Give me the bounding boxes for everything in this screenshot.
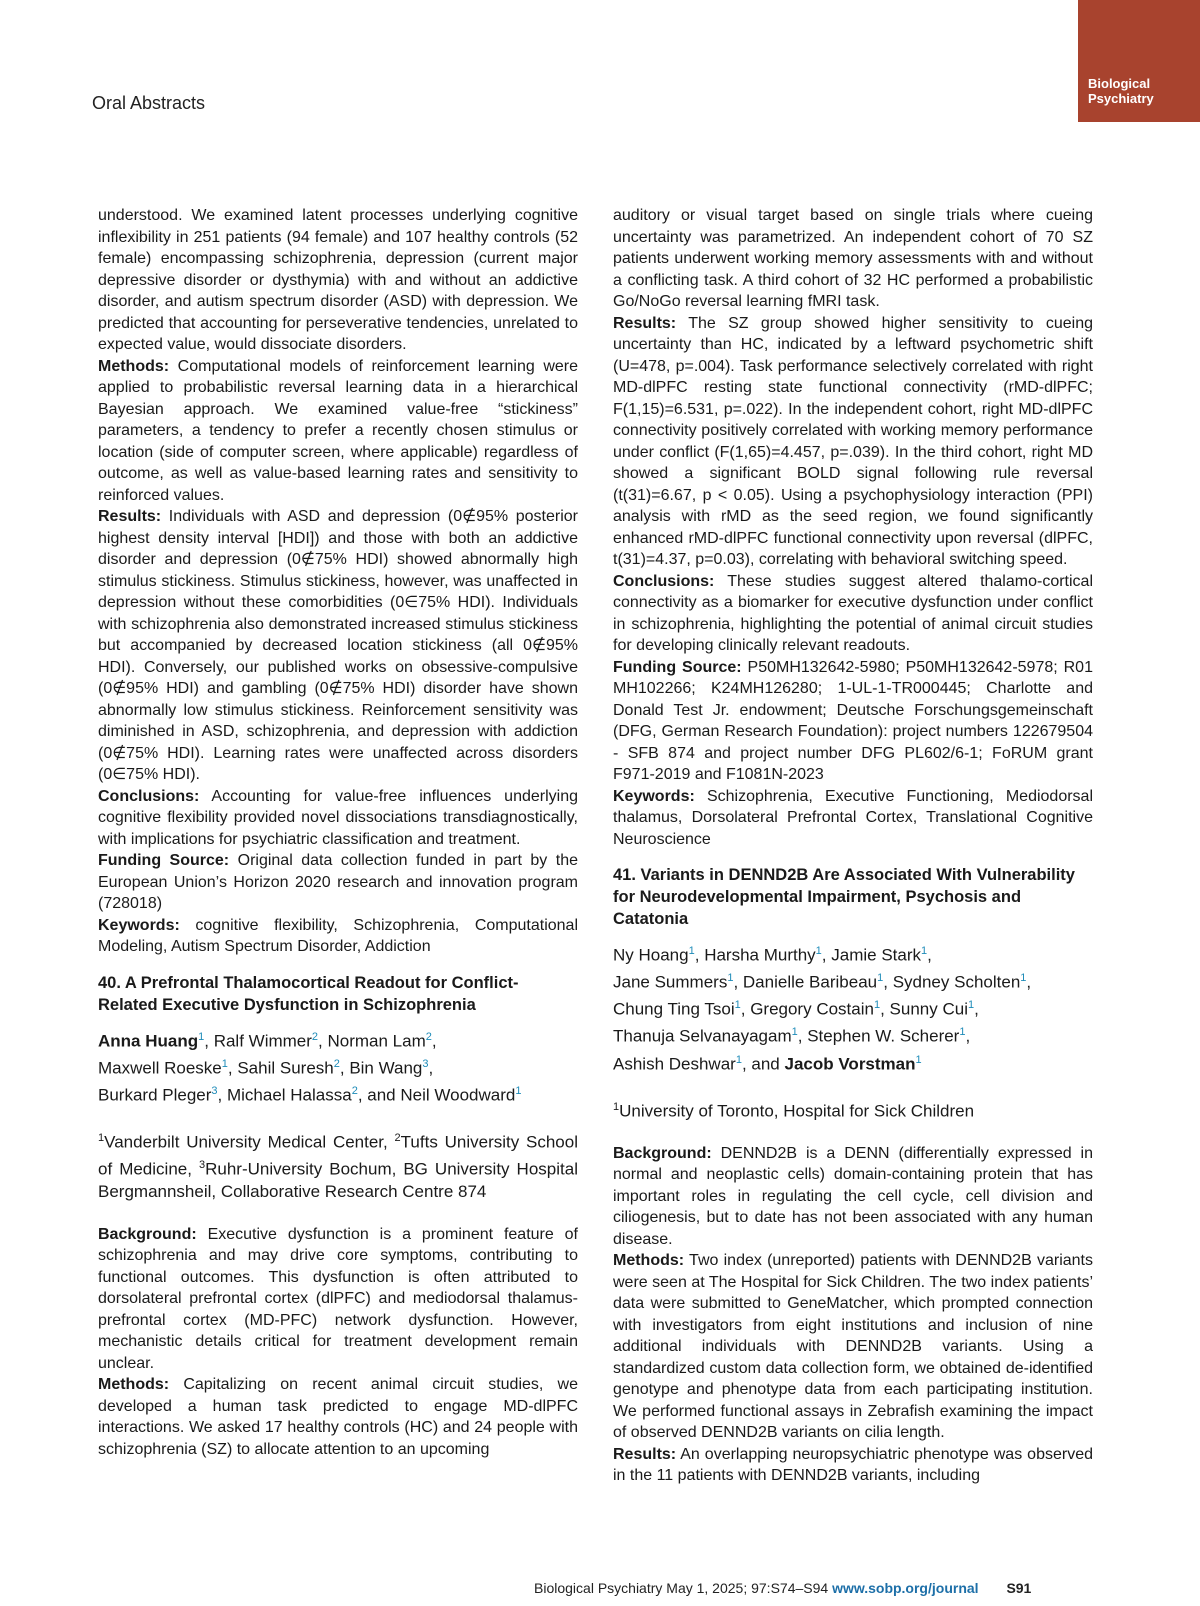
author-affiliation-superscript: 3	[422, 1057, 429, 1070]
author-name: Burkard Pleger	[98, 1085, 212, 1105]
author-affiliation-superscript: 2	[333, 1057, 340, 1070]
abstract40-methods	[98, 1374, 578, 1460]
author-name: Neil Woodward	[400, 1085, 516, 1105]
affiliation-superscript: 1	[98, 1131, 105, 1144]
author-name: Gregory Costain	[750, 999, 874, 1019]
abstract40-keywords	[613, 786, 1093, 851]
author-separator: ,	[927, 945, 932, 965]
abstract39-methods	[98, 356, 578, 507]
affiliation-superscript: 1	[613, 1100, 620, 1113]
abstract40-background	[98, 1224, 578, 1375]
background-text: DENND2B is a DENN (differentially expressed in normal and neoplastic cells) domain-containing protein that has important roles in regulating the cell cycle, cell division and ciliogenesis, but to date has not been associated with any human disease.	[613, 1144, 1094, 1248]
abstract41-affiliation	[613, 1096, 1093, 1123]
abstract40-authors	[98, 1026, 578, 1107]
abstract39-results	[98, 506, 578, 786]
affiliation-superscript: 2	[394, 1131, 401, 1144]
author-affiliation-superscript: 1	[967, 999, 975, 1012]
abstract40-funding	[613, 657, 1093, 786]
abstract39-keywords	[98, 915, 578, 958]
funding-label: Funding Source:	[98, 852, 230, 869]
author-affiliation-superscript: 2	[311, 1030, 319, 1043]
author-separator: ,	[880, 999, 890, 1019]
author-affiliation-superscript: 1	[815, 945, 822, 957]
abstract41-methods	[613, 1250, 1093, 1444]
author-affiliation-superscript: 2	[425, 1030, 432, 1043]
abstract41-authors	[613, 940, 1093, 1076]
funding-text: Original data collection funded in part by the European Union’s Horizon 2020 research and innovation program (728018)	[98, 852, 579, 912]
abstract40-continuation: auditory or visual target based on single trials where cueing uncertainty was parametrized. An independent cohort of 70 SZ patients underwent working memory assessments with and without a conflicting task. A third cohort of 32 HC performed a probabilistic Go/NoGo reversal learning fMRI task.	[613, 207, 1093, 310]
author-name: Jane Summers	[613, 972, 728, 992]
author-name: Sahil Suresh	[237, 1058, 334, 1078]
journal-name-line1: Biological	[1088, 76, 1151, 91]
page-footer	[534, 1580, 1031, 1596]
author-separator: , and	[741, 1054, 785, 1074]
author-separator: ,	[974, 999, 979, 1019]
author-separator: ,	[821, 945, 832, 965]
author-name: Ny Hoang	[613, 945, 689, 965]
conclusions-label: Conclusions:	[98, 787, 200, 805]
author-affiliation-superscript: 1	[877, 972, 884, 985]
author-name: Bin Wang	[349, 1058, 423, 1078]
methods-label: Methods:	[613, 1252, 685, 1270]
methods-text: Capitalizing on recent animal circuit studies, we developed a human task predicted to engage MD-dlPFC interactions. We asked 17 healthy controls (HC) and 24 people with schizophrenia (SZ) to allocate attention to an upcoming	[98, 1376, 578, 1458]
conclusions-text: Accounting for value-free influences underlying cognitive flexibility provided novel dissociations transdiagnostically, with implications for psychiatric classification and treatment.	[98, 787, 579, 848]
affiliation-superscript: 3	[198, 1159, 206, 1172]
author-affiliation-superscript: 3	[211, 1084, 218, 1097]
author-name: Ralf Wimmer	[213, 1031, 312, 1051]
keywords-label: Keywords:	[98, 916, 180, 934]
journal-name-line2: Psychiatry	[1088, 91, 1154, 106]
keywords-label: Keywords:	[613, 787, 695, 805]
author-name: Thanuja Selvanayagam	[613, 1027, 792, 1047]
abstract40-affiliations	[98, 1127, 578, 1204]
abstract41-title: 41. Variants in DENND2B Are Associated With Vulnerability for Neurodevelopmental Impairment, Psychosis and Catatonia	[613, 866, 1075, 928]
methods-label: Methods:	[98, 1376, 170, 1394]
methods-label: Methods:	[98, 357, 170, 375]
author-affiliation-superscript: 1	[735, 1053, 742, 1066]
author-affiliation-superscript: 1	[873, 999, 881, 1012]
results-text: An overlapping neuropsychiatric phenotype was observed in the 11 patients with DENND2B variants, including	[613, 1445, 1093, 1485]
affiliation-text: Tufts University School of Medicine,	[98, 1132, 578, 1179]
results-label: Results:	[613, 1445, 677, 1463]
abstract41-background	[613, 1143, 1093, 1251]
section-header: Oral Abstracts	[92, 93, 206, 113]
author-name: Michael Halassa	[226, 1085, 352, 1105]
affiliation-text: Ruhr-University Bochum, BG University Hospital Bergmannsheil, Collaborative Research Centre 874	[98, 1159, 578, 1202]
abstract39-funding	[98, 850, 578, 915]
right-column	[613, 205, 1093, 1487]
author-separator: ,	[797, 1027, 808, 1047]
abstract41-results	[613, 1444, 1093, 1487]
affiliation-text: University of Toronto, Hospital for Sick Children	[619, 1101, 975, 1121]
author-separator: ,	[318, 1031, 328, 1051]
journal-url-link[interactable]: www.sobp.org/journal	[832, 1580, 979, 1596]
methods-text: Computational models of reinforcement learning were applied to probabilistic reversal learning data in a hierarchical Bayesian approach. We examined value-free “stickiness” parameters, a tendency to prefer a recently chosen stimulus or location (side of computer screen, where applicable) regardless of outcome, as well as value-based learning rates and sensitivity to reinforced values.	[98, 357, 578, 504]
author-name: Harsha Murthy	[704, 945, 816, 965]
methods-text: Two index (unreported) patients with DENND2B variants were seen at The Hospital for Sick Children. The two index patients’ data were submitted to GeneMatcher, which prompted connection with investigators from eight institutions and inclusion of nine additional individuals with DENND2B variants. Using a standardized custom data collection form, we obtained de-identified genotype and phenotype data from each participating institution. We performed functional assays in Zebrafish examining the impact of observed DENND2B variants on cilia length.	[613, 1252, 1093, 1442]
results-text: The SZ group showed higher sensitivity to cueing uncertainty than HC, indicated by a leftward psychometric shift (U=478, p=.004). Task performance selectively correlated with right MD-dlPFC resting state functional connectivity (rMD-dlPFC; F(1,15)=6.531, p=.022). In the independent cohort, right MD-dlPFC connectivity positively correlated with working memory performance under conflict (F(1,65)=4.457, p=.039). In the third cohort, right MD showed a significant BOLD signal following rule reversal (t(31)=6.67, p < 0.05). Using a psychophysiology interaction (PPI) analysis with rMD as the seed region, we found significantly enhanced rMD-dlPFC functional connectivity upon reversal (dlPFC, t(31)=4.37, p=0.03), correlating with behavioral switching speed.	[613, 314, 1093, 568]
author-name: Anna Huang	[98, 1031, 199, 1051]
author-name: Jamie Stark	[831, 945, 921, 965]
author-affiliation-superscript: 1	[515, 1084, 522, 1097]
author-name: Jacob Vorstman	[784, 1054, 916, 1074]
author-affiliation-superscript: 1	[791, 1026, 798, 1039]
author-separator: ,	[733, 972, 743, 992]
author-name: Chung Ting Tsoi	[613, 999, 735, 1019]
left-column	[98, 205, 578, 1460]
affiliation-text: Vanderbilt University Medical Center,	[104, 1132, 388, 1152]
author-affiliation-superscript: 1	[921, 945, 928, 957]
funding-label: Funding Source:	[613, 658, 742, 676]
page-number: S91	[1006, 1580, 1032, 1596]
keywords-text: Schizophrenia, Executive Functioning, Mediodorsal thalamus, Dorsolateral Prefrontal Cortex, Translational Cognitive Neuroscience	[613, 787, 1093, 848]
author-affiliation-superscript: 2	[351, 1084, 358, 1097]
keywords-text: cognitive flexibility, Schizophrenia, Computational Modeling, Autism Spectrum Disorder, Addiction	[98, 916, 578, 955]
author-separator: ,	[204, 1031, 214, 1051]
background-label: Background:	[613, 1144, 712, 1162]
author-separator: ,	[1026, 972, 1032, 992]
author-name: Stephen W. Scherer	[807, 1027, 960, 1047]
author-affiliation-superscript: 1	[727, 972, 734, 985]
author-separator: ,	[965, 1027, 971, 1047]
author-separator: ,	[217, 1085, 227, 1105]
author-affiliation-superscript: 1	[198, 1030, 205, 1043]
abstract40-title: 40. A Prefrontal Thalamocortical Readout for Conflict-Related Executive Dysfunction in Schizophrenia	[98, 973, 519, 1014]
author-name: Sunny Cui	[889, 999, 968, 1019]
author-separator: ,	[431, 1031, 437, 1051]
author-name: Ashish Deshwar	[613, 1054, 736, 1074]
author-separator: ,	[227, 1058, 238, 1078]
abstract40-conclusions	[613, 571, 1093, 657]
abstract40-results	[613, 313, 1093, 571]
author-separator: , and	[357, 1085, 401, 1105]
results-label: Results:	[98, 508, 162, 525]
author-affiliation-superscript: 1	[915, 1053, 922, 1066]
footer-citation: Biological Psychiatry May 1, 2025; 97:S74–S94	[534, 1580, 829, 1596]
author-separator: ,	[694, 945, 705, 965]
author-separator: ,	[740, 999, 751, 1019]
results-label: Results:	[613, 314, 677, 332]
author-separator: ,	[428, 1058, 434, 1078]
background-label: Background:	[98, 1225, 197, 1243]
conclusions-label: Conclusions:	[613, 572, 715, 590]
funding-text: P50MH132642-5980; P50MH132642-5978; R01 MH102266; K24MH126280; 1-UL-1-TR000445; Charlotte and Donald Test Jr. endowment; Deutsche Forschungsgemeinschaft (DFG, German Research Foundation): project numbers 122679504 - SFB 874 and project number DFG PL602/6-1; FoRUM grant F971-2019 and F1081N-2023	[613, 658, 1093, 783]
author-name: Norman Lam	[327, 1031, 426, 1051]
author-separator: ,	[339, 1058, 350, 1078]
author-name: Maxwell Roeske	[98, 1058, 222, 1078]
author-name: Danielle Baribeau	[742, 972, 878, 992]
background-text: Executive dysfunction is a prominent feature of schizophrenia and may drive core symptoms, contributing to functional outcomes. This dysfunction is often attributed to dorsolateral prefrontal cortex (dlPFC) and mediodorsal thalamus-prefrontal cortex (MD-PFC) network dysfunction. However, mechanistic details critical for treatment development remain unclear.	[98, 1225, 579, 1372]
results-text: Individuals with ASD and depression (0∉95% posterior highest density interval [HDI]) and those with both an addictive disorder and depression (0∉75% HDI) showed abnormally high stimulus stickiness. Stimulus stickiness, however, was unaffected in depression without these comorbidities (0∈75% HDI). Individuals with schizophrenia also demonstrated increased stimulus stickiness but accompanied by decreased location stickiness (all 0∉95% HDI). Conversely, our published works on obsessive-compulsive (0∉95% HDI) and gambling (0∉75% HDI) disorder have shown abnormally low stimulus stickiness. Reinforcement sensitivity was diminished in ASD, schizophrenia, and depression with addiction (0∉75% HDI). Learning rates were unaffected across disorders (0∈75% HDI).	[98, 508, 578, 783]
author-affiliation-superscript: 1	[221, 1057, 228, 1070]
author-separator: ,	[883, 972, 893, 992]
abstract39-continuation: understood. We examined latent processes underlying cognitive inflexibility in 251 patients (94 female) and 107 healthy controls (52 female) encompassing schizophrenia, depression (current major depressive disorder or dysthymia) with and without an addictive disorder, and autism spectrum disorder (ASD) with depression. We predicted that accounting for perseverative tendencies, unrelated to expected value, would dissociate disorders.	[98, 207, 578, 353]
author-affiliation-superscript: 1	[734, 999, 741, 1012]
abstract39-conclusions	[98, 786, 578, 851]
conclusions-text: These studies suggest altered thalamo-cortical connectivity as a biomarker for executive dysfunction under conflict in schizophrenia, highlighting the potential of animal circuit studies for developing clinically relevant readouts.	[613, 572, 1093, 654]
journal-logo-tab	[1078, 0, 1200, 122]
author-name: Sydney Scholten	[892, 972, 1021, 992]
author-affiliation-superscript: 1	[1020, 972, 1027, 985]
author-affiliation-superscript: 1	[959, 1026, 966, 1039]
author-affiliation-superscript: 1	[688, 945, 695, 957]
